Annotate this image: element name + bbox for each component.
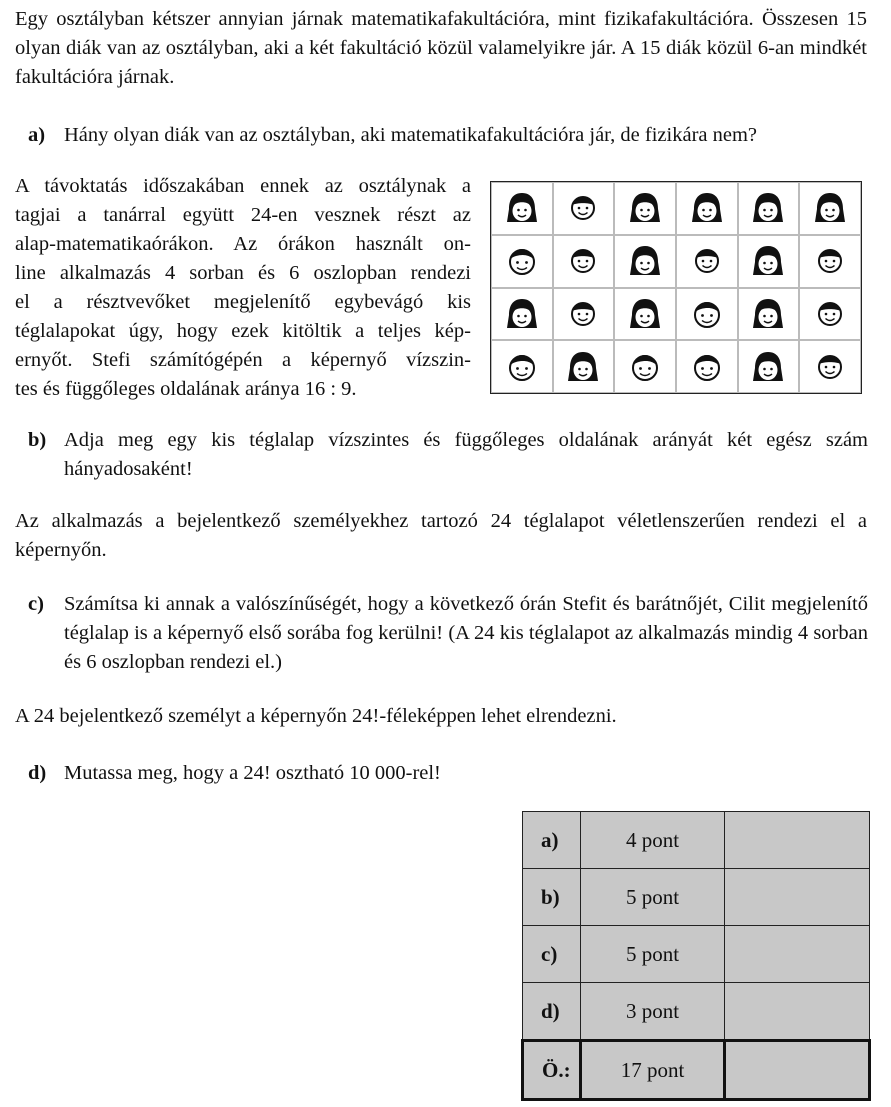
intro-paragraph: Egy osztályban kétszer annyian járnak matematikafakultációra, mint fizikafakultációra. Összesen 15 olyan diák van az osztályban, aki a két fakultáció közül valamelyikre jár. A 15 diák közül 6-an mindkét fakultációra járnak. xyxy=(15,8,867,88)
score-points: 5 pont xyxy=(581,869,725,926)
grid-cell xyxy=(614,340,676,393)
boy-face-icon xyxy=(504,244,540,278)
score-total-earned-cell[interactable] xyxy=(725,1041,870,1100)
grid-cell xyxy=(614,288,676,341)
grid-cell xyxy=(676,235,738,288)
context-line: el a résztvevőket megjelenítő egybevágó kis xyxy=(15,291,471,313)
girl-face-icon xyxy=(750,350,786,384)
grid-cell xyxy=(799,235,861,288)
score-table xyxy=(521,811,871,1101)
girl-face-icon xyxy=(750,297,786,331)
permutation-paragraph: A 24 bejelentkező személyt a képernyőn 24!-féleképpen lehet elrendezni. xyxy=(15,705,617,727)
task-d-label: d) xyxy=(28,762,47,784)
grid-cell xyxy=(738,288,800,341)
boy-face-icon xyxy=(504,350,540,384)
context-paragraph xyxy=(15,172,471,404)
boy-face-icon xyxy=(689,350,725,384)
score-earned-cell[interactable] xyxy=(725,869,870,926)
girl-face-icon xyxy=(750,191,786,225)
grid-cell xyxy=(614,235,676,288)
boy-face-icon xyxy=(689,297,725,331)
grid-cell xyxy=(676,182,738,235)
context-line: tes és függőleges oldalának aránya 16 : 9. xyxy=(15,378,357,400)
task-a-text: Hány olyan diák van az osztályban, aki matematikafakultációra jár, de fizikára nem? xyxy=(64,124,758,146)
grid-cell xyxy=(676,288,738,341)
grid-cell xyxy=(553,235,615,288)
grid-cell xyxy=(799,182,861,235)
score-part-label: a) xyxy=(523,812,581,869)
grid-cell xyxy=(491,340,553,393)
smiley-face-icon xyxy=(812,350,848,384)
participant-grid xyxy=(490,181,862,394)
boy-face-icon xyxy=(627,350,663,384)
grid-cell xyxy=(738,182,800,235)
score-points: 5 pont xyxy=(581,926,725,983)
girl-face-icon xyxy=(504,191,540,225)
girl-face-icon xyxy=(689,191,725,225)
grid-cell xyxy=(614,182,676,235)
context-line: line alkalmazás 4 sorban és 6 oszlopban rendezi xyxy=(15,262,471,284)
context-line: ernyőt. Stefi számítógépén a képernyő vízszin- xyxy=(15,349,471,371)
girl-face-icon xyxy=(812,191,848,225)
smiley-face-icon xyxy=(812,244,848,278)
grid-cell xyxy=(799,288,861,341)
smiley-face-icon xyxy=(565,297,601,331)
grid-cell xyxy=(491,288,553,341)
grid-cell xyxy=(553,340,615,393)
grid-cell xyxy=(738,340,800,393)
score-row xyxy=(523,812,870,869)
girl-face-icon xyxy=(565,350,601,384)
smiley-face-icon xyxy=(565,191,601,225)
score-part-label: c) xyxy=(523,926,581,983)
score-total-points: 17 pont xyxy=(581,1041,725,1100)
smiley-face-icon xyxy=(565,244,601,278)
score-part-label: b) xyxy=(523,869,581,926)
task-c-label: c) xyxy=(28,593,44,615)
score-points: 3 pont xyxy=(581,983,725,1041)
grid-cell xyxy=(676,340,738,393)
score-total-label: Ö.: xyxy=(523,1041,581,1100)
score-earned-cell[interactable] xyxy=(725,926,870,983)
random-arrangement-paragraph: Az alkalmazás a bejelentkező személyekhez tartozó 24 téglalapot véletlenszerűen rendezi el a képernyőn. xyxy=(15,510,867,561)
task-b-label: b) xyxy=(28,429,47,451)
girl-face-icon xyxy=(627,244,663,278)
smiley-face-icon xyxy=(812,297,848,331)
score-earned-cell[interactable] xyxy=(725,812,870,869)
score-earned-cell[interactable] xyxy=(725,983,870,1041)
context-line: téglalapokat úgy, hogy ezek kitöltik a teljes kép- xyxy=(15,320,471,342)
girl-face-icon xyxy=(627,191,663,225)
score-points: 4 pont xyxy=(581,812,725,869)
grid-cell xyxy=(799,340,861,393)
context-line: alap-matematikaórákon. Az órákon használt on- xyxy=(15,233,471,255)
girl-face-icon xyxy=(750,244,786,278)
context-line: tagjai a tanárral együtt 24-en vesznek részt az xyxy=(15,204,471,226)
grid-cell xyxy=(553,288,615,341)
score-row xyxy=(523,926,870,983)
girl-face-icon xyxy=(627,297,663,331)
smiley-face-icon xyxy=(689,244,725,278)
task-c-text: Számítsa ki annak a valószínűségét, hogy a következő órán Stefit és barátnőjét, Cilit megjelenítő téglalap is a képernyő első sorába fog kerülni! (A 24 kis téglalapot az alkalmazás mindig 4 sorban és 6 oszlopban rendezi el.) xyxy=(64,593,868,673)
score-total-row xyxy=(523,1041,870,1100)
grid-cell xyxy=(491,235,553,288)
girl-face-icon xyxy=(504,297,540,331)
grid-cell xyxy=(553,182,615,235)
task-d-text: Mutassa meg, hogy a 24! osztható 10 000-rel! xyxy=(64,762,441,784)
score-part-label: d) xyxy=(523,983,581,1041)
task-a-label: a) xyxy=(28,124,46,146)
score-row xyxy=(523,983,870,1041)
grid-cell xyxy=(491,182,553,235)
grid-cell xyxy=(738,235,800,288)
context-line: A távoktatás időszakában ennek az osztálynak a xyxy=(15,175,471,197)
task-b-text: Adja meg egy kis téglalap vízszintes és függőleges oldalának arányát két egész szám hányadosaként! xyxy=(64,429,868,480)
score-row xyxy=(523,869,870,926)
